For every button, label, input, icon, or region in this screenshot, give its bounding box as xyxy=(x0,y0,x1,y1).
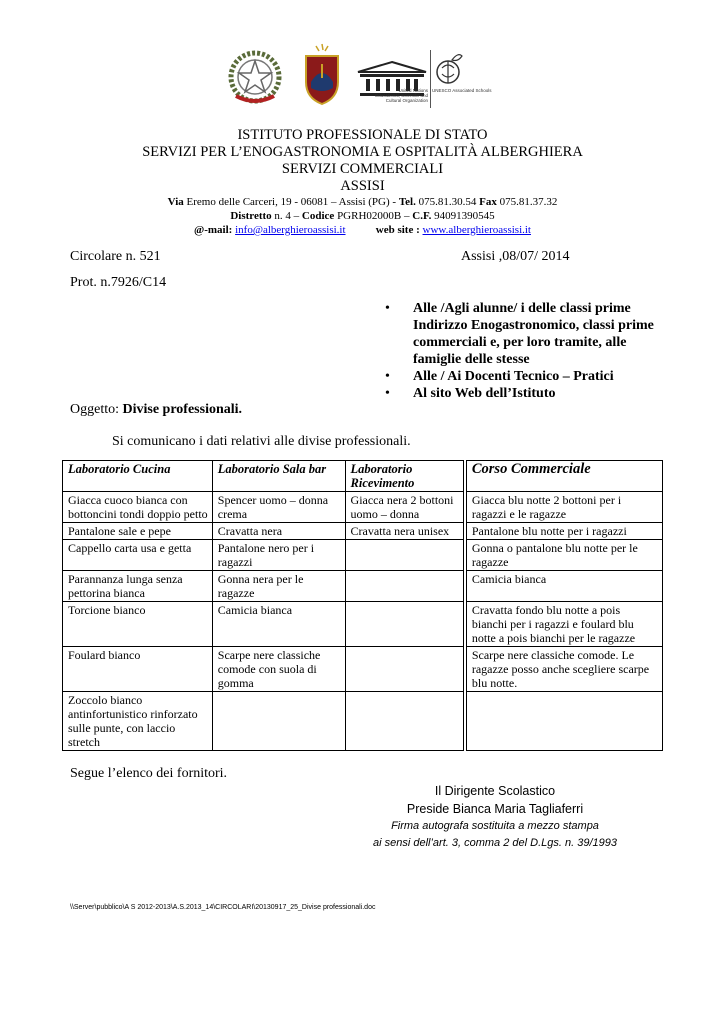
table-row xyxy=(63,523,663,540)
table-cell: Pantalone sale e pepe xyxy=(63,523,213,540)
table-cell xyxy=(345,602,465,647)
signature-law-note: ai sensi dell’art. 3, comma 2 del D.Lgs. n. 39/1993 xyxy=(373,837,617,849)
institute-address: Via Eremo delle Carceri, 19 - 06081 – Assisi (PG) - Tel. 075.81.30.54 Fax 075.81.37.32 Distretto n. 4 – Codice PGRH02000B – C.F. 94091390545 @-mail: info@alberghieroassisi.it web site : www.alberghieroassisi.it xyxy=(167,196,558,236)
table-cell: Cravatta nera unisex xyxy=(345,523,465,540)
table-row xyxy=(63,492,663,523)
institute-city: ASSISI xyxy=(340,178,385,194)
table-cell xyxy=(345,571,465,602)
website-link[interactable]: www.alberghieroassisi.it xyxy=(422,224,531,236)
column-header: Corso Commerciale xyxy=(465,461,663,492)
column-header: Laboratorio Ricevimento xyxy=(345,461,465,492)
italian-republic-emblem-icon xyxy=(224,46,286,108)
table-cell xyxy=(345,647,465,692)
table-cell xyxy=(212,692,345,751)
logo-divider xyxy=(430,50,431,108)
circolare-number: Circolare n. 521 xyxy=(70,249,161,264)
signer-name: Preside Bianca Maria Tagliaferri xyxy=(406,802,584,816)
institute-commercial: SERVIZI COMMERCIALI xyxy=(281,161,444,177)
table-cell: Giacca cuoco bianca con bottoncini tondi doppio petto xyxy=(63,492,213,523)
subject-line: Oggetto: Divise professionali. xyxy=(70,402,243,417)
table-cell: Pantalone nero per i ragazzi xyxy=(212,540,345,571)
table-cell: Gonna nera per le ragazze xyxy=(212,571,345,602)
table-cell: Spencer uomo – donna crema xyxy=(212,492,345,523)
table-row xyxy=(63,647,663,692)
column-header: Laboratorio Cucina xyxy=(63,461,213,492)
file-path-footer: \\Server\pubblico\A S 2012-2013\A.S.2013_14\CIRCOLARI\20130917_25_Divise professionali.doc xyxy=(70,904,376,911)
suppliers-note: Segue l’elenco dei fornitori. xyxy=(70,766,228,781)
table-cell: Parannanza lunga senza pettorina bianca xyxy=(63,571,213,602)
signature-note: Firma autografa sostituita a mezzo stampa xyxy=(391,820,599,832)
unesco-caption: United Nations Educational, Scientific and Cultural Organization xyxy=(375,88,428,103)
logo-bar xyxy=(224,42,504,110)
table-row xyxy=(63,602,663,647)
email-link[interactable]: info@alberghieroassisi.it xyxy=(235,224,346,236)
table-cell: Giacca nera 2 bottoni uomo – donna xyxy=(345,492,465,523)
table-cell: Cravatta fondo blu notte a pois bianchi per i ragazzi e foulard blu notte a pois bianchi per le ragazze xyxy=(465,602,663,647)
intro-text: Si comunicano i dati relativi alle divise professionali. xyxy=(112,434,411,449)
signer-role: Il Dirigente Scolastico xyxy=(434,784,556,798)
table-cell: Torcione bianco xyxy=(63,602,213,647)
table-cell: Zoccolo bianco antinfortunistico rinforzato sulle punte, con laccio stretch xyxy=(63,692,213,751)
protocol-number: Prot. n.7926/C14 xyxy=(70,275,167,290)
column-header: Laboratorio Sala bar xyxy=(212,461,345,492)
list-item: • Al sito Web dell’Istituto xyxy=(383,385,673,402)
asp-caption: UNESCO Associated Schools xyxy=(432,88,492,93)
table-cell: Cravatta nera xyxy=(212,523,345,540)
table-cell xyxy=(465,692,663,751)
table-cell xyxy=(345,540,465,571)
table-row xyxy=(63,571,663,602)
table-cell: Scarpe nere classiche comode. Le ragazze posso anche scegliere scarpe blu notte. xyxy=(465,647,663,692)
table-header-row xyxy=(63,461,663,492)
table-cell: Giacca blu notte 2 bottoni per i ragazzi e le ragazze xyxy=(465,492,663,523)
table-cell: Cappello carta usa e getta xyxy=(63,540,213,571)
school-crest-icon xyxy=(302,42,342,108)
institute-header xyxy=(60,127,665,195)
uniform-table xyxy=(62,460,663,751)
list-item: • Alle /Agli alunne/ i delle classi prime Indirizzo Enogastronomico, classi prime commerciali e, per loro tramite, alle famiglie delle stesse xyxy=(383,300,673,368)
institute-name: ISTITUTO PROFESSIONALE DI STATO xyxy=(237,127,488,143)
document-date: Assisi ,08/07/ 2014 xyxy=(461,249,570,264)
table-cell xyxy=(345,692,465,751)
table-cell: Foulard bianco xyxy=(63,647,213,692)
unesco-associated-schools-icon xyxy=(434,50,464,88)
table-cell: Camicia bianca xyxy=(212,602,345,647)
institute-services: SERVIZI PER L’ENOGASTRONOMIA E OSPITALITÀ ALBERGHIERA xyxy=(142,144,583,160)
table-cell: Gonna o pantalone blu notte per le ragazze xyxy=(465,540,663,571)
table-row xyxy=(63,540,663,571)
list-item: • Alle / Ai Docenti Tecnico – Pratici xyxy=(383,368,673,385)
table-row xyxy=(63,692,663,751)
recipients-list xyxy=(383,300,673,402)
table-cell: Pantalone blu notte per i ragazzi xyxy=(465,523,663,540)
table-cell: Camicia bianca xyxy=(465,571,663,602)
table-cell: Scarpe nere classiche comode con suola di gomma xyxy=(212,647,345,692)
